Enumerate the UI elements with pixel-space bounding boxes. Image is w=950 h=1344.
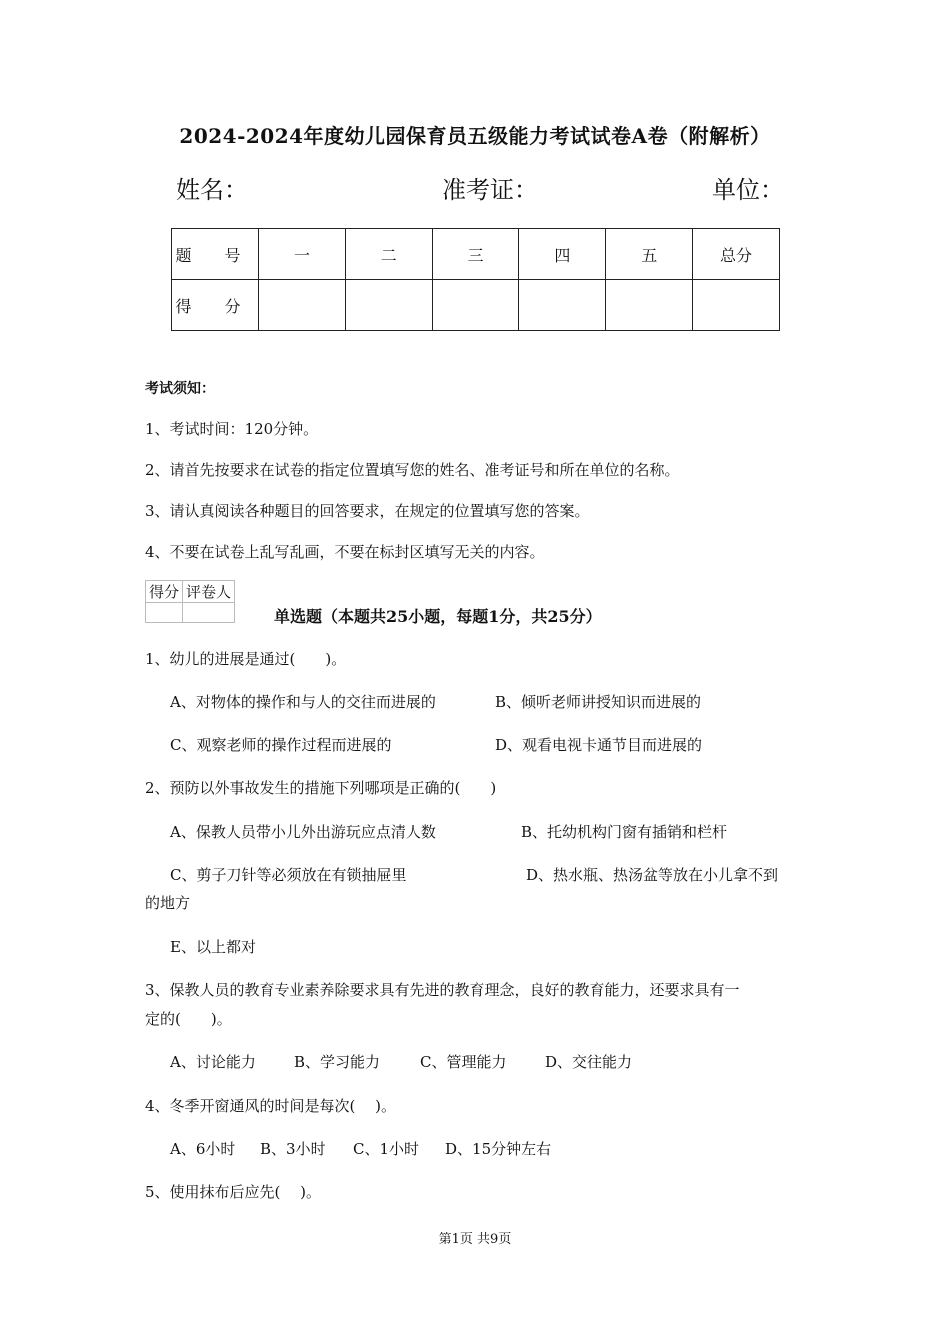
option-d: D、交往能力 (545, 1053, 633, 1071)
question-stem: 1、幼儿的进展是通过( )。 (145, 650, 347, 668)
option-d-continued: 的地方 (145, 894, 191, 912)
option-c: C、管理能力 (420, 1053, 507, 1071)
grader-box (145, 580, 235, 623)
page-footer: 第1页 共9页 (438, 1232, 512, 1247)
option-b: B、3小时 (260, 1140, 326, 1158)
unit-label: 单位： (712, 176, 784, 204)
score-cell-4[interactable] (519, 280, 606, 331)
score-cell-total[interactable] (693, 280, 780, 331)
header-cell-4: 四 (519, 229, 606, 280)
option-c: C、1小时 (353, 1140, 420, 1158)
option-a: A、6小时 (170, 1140, 236, 1158)
question-stem: 2、预防以外事故发生的措施下列哪项是正确的( ) (145, 779, 497, 797)
option-c: C、观察老师的操作过程而进展的 (170, 736, 392, 754)
option-e: E、以上都对 (170, 938, 256, 956)
score-table-header-row (172, 229, 780, 280)
header-cell-2: 二 (345, 229, 432, 280)
score-cell-1[interactable] (259, 280, 346, 331)
question-stem: 4、冬季开窗通风的时间是每次( )。 (145, 1097, 397, 1115)
exam-title: 2024-2024年度幼儿园保育员五级能力考试试卷A卷（附解析） (179, 124, 771, 148)
notice-title: 考试须知： (145, 381, 215, 397)
notice-item: 3、请认真阅读各种题目的回答要求，在规定的位置填写您的答案。 (145, 502, 590, 520)
option-b: B、倾听老师讲授知识而进展的 (495, 693, 702, 711)
grader-score-cell[interactable] (146, 603, 183, 623)
score-table (171, 228, 780, 331)
question-stem: 3、保教人员的教育专业素养除要求具有先进的教育理念，良好的教育能力，还要求具有一 (145, 981, 740, 999)
grader-score-label: 得分 (146, 581, 183, 603)
notice-item: 4、不要在试卷上乱写乱画，不要在标封区填写无关的内容。 (145, 543, 545, 561)
option-a: A、讨论能力 (170, 1053, 256, 1071)
grader-reviewer-cell[interactable] (183, 603, 235, 623)
question-stem-continued: 定的( )。 (145, 1010, 232, 1028)
name-label: 姓名： (176, 176, 248, 204)
header-cell-label: 题 号 (172, 229, 259, 280)
grader-reviewer-label: 评卷人 (183, 581, 235, 603)
option-a: A、保教人员带小儿外出游玩应点清人数 (170, 823, 436, 841)
header-cell-total: 总分 (693, 229, 780, 280)
header-cell-3: 三 (432, 229, 519, 280)
score-table-score-row (172, 280, 780, 331)
notice-item: 2、请首先按要求在试卷的指定位置填写您的姓名、准考证号和所在单位的名称。 (145, 461, 680, 479)
option-b: B、学习能力 (294, 1053, 381, 1071)
section-title: 单选题（本题共25小题，每题1分，共25分） (274, 607, 602, 626)
score-cell-2[interactable] (345, 280, 432, 331)
option-d: D、热水瓶、热汤盆等放在小儿拿不到 (526, 866, 779, 884)
question-stem: 5、使用抹布后应先( )。 (145, 1183, 322, 1201)
score-cell-5[interactable] (606, 280, 693, 331)
exam-id-label: 准考证： (442, 176, 538, 204)
score-row-label: 得 分 (172, 280, 259, 331)
option-b: B、托幼机构门窗有插销和栏杆 (521, 823, 728, 841)
header-cell-1: 一 (259, 229, 346, 280)
option-a: A、对物体的操作和与人的交往而进展的 (170, 693, 436, 711)
header-cell-5: 五 (606, 229, 693, 280)
option-c: C、剪子刀针等必须放在有锁抽屉里 (170, 866, 407, 884)
option-d: D、15分钟左右 (445, 1140, 552, 1158)
score-cell-3[interactable] (432, 280, 519, 331)
notice-item: 1、考试时间：120分钟。 (145, 420, 319, 438)
option-d: D、观看电视卡通节目而进展的 (495, 736, 703, 754)
